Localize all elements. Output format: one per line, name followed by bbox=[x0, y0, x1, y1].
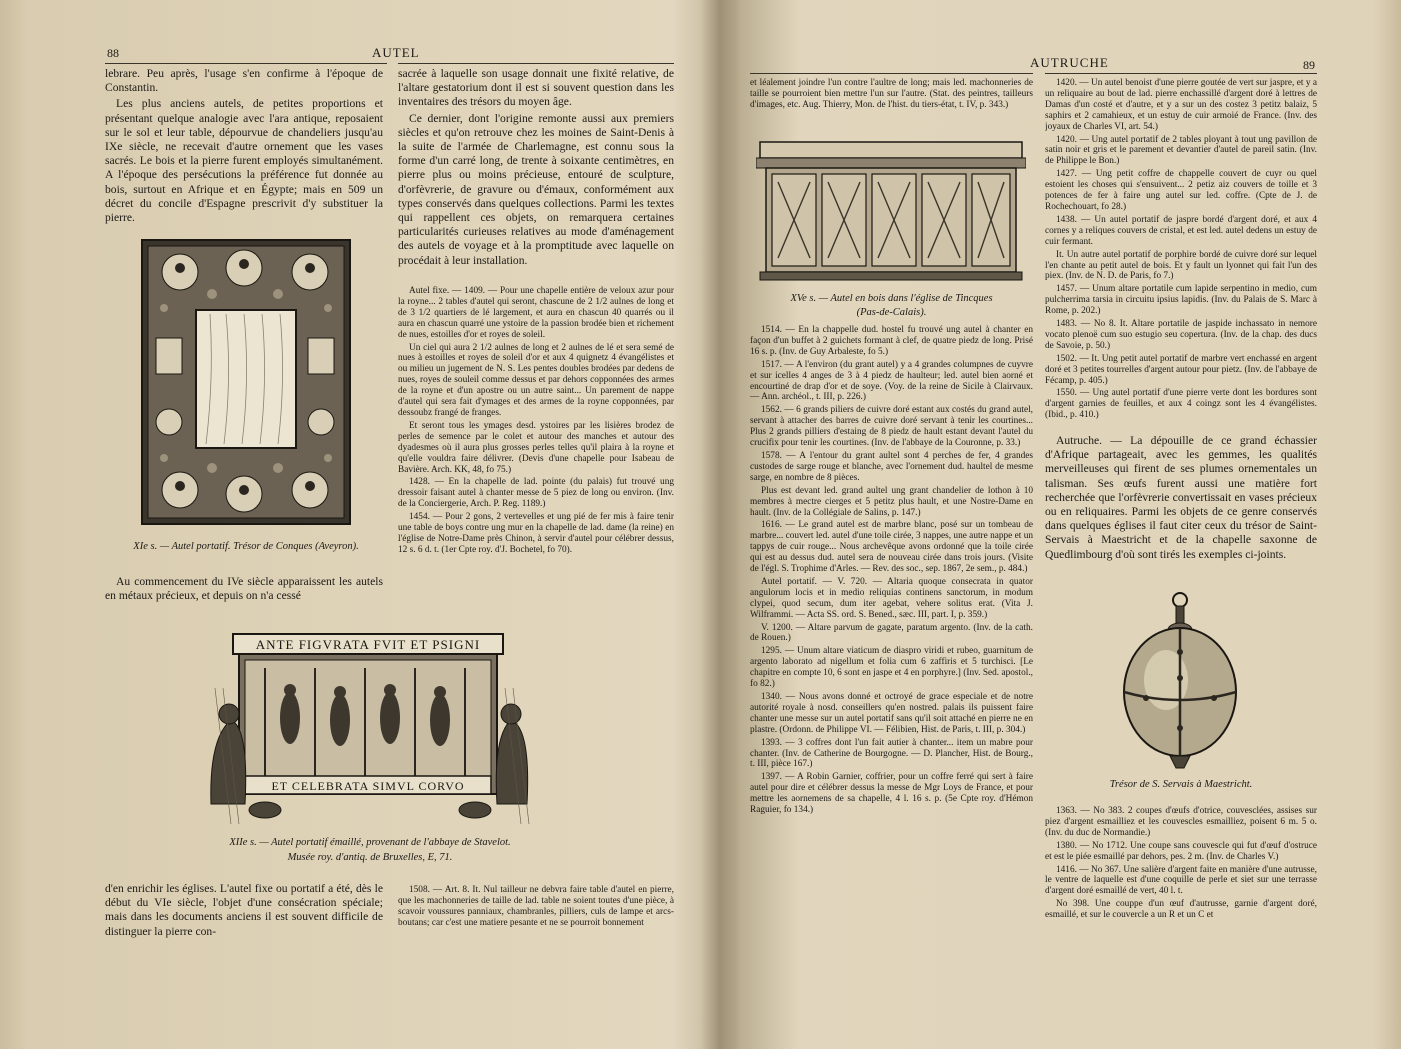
right-page bbox=[720, 0, 1401, 1049]
header-rule bbox=[1045, 73, 1317, 74]
right-col1-top bbox=[750, 78, 1033, 124]
citation: 1380. — No 1712. Une coupe sans couvescle qui fut d'œuf d'ostruce et est le piée esmaillé par dehors, pes. 2 m. (Inv. de Charles V.) bbox=[1045, 840, 1317, 862]
left-col2-citations bbox=[398, 286, 674, 608]
citation: 1420. — Un autel benoist d'une pierre goutée de vert sur jaspre, et y a un reliquaire au bout de lad. pierre enchassillé d'argent doré à lettres de Damas d'un costé et d'autre, et y a sur un des costez 3 petitz balaiz, 5 saphirs et 2 camahieux, et un estuy de cuir armoié de France. (Inv. des joyaux de Charles VI, art. 54.) bbox=[1045, 78, 1317, 132]
citation: 1578. — A l'entour du grant aultel sont 4 perches de fer, 4 grandes custodes de sarge rouge et blanche, avec l'ornement dud. haultel de mesme sarge, en nombre de 8 pièces. bbox=[750, 450, 1033, 483]
page-number: 88 bbox=[107, 46, 119, 60]
running-head: AUTRUCHE bbox=[1030, 55, 1109, 70]
right-col1-citations bbox=[750, 325, 1033, 917]
left-col1-text bbox=[105, 67, 383, 247]
citation: 1454. — Pour 2 gons, 2 vertevelles et ung pié de fer mis à faire tenir une table de boys contre ung mur en la chapelle de lad. dame (la reine) en l'église de Notre-Dame près Chinon, à servir d'autel pour célébrer dessus, 12 s. 6 d. t. (1er Cpte roy. d'J. Bochetel, fo 70). bbox=[398, 512, 674, 555]
citation: 1457. — Unum altare portatile cum lapide serpentino in medio, cum pulcherrima tarsia in circuitu ipsius lapidis. (Inv. du Palais de S. Marc à Rome, p. 202.) bbox=[1045, 284, 1317, 317]
right-col2-bottom-citations bbox=[1045, 806, 1317, 956]
citation: 1508. — Art. 8. It. Nul tailleur ne debvra faire table d'autel en pierre, que les machonneries de taille de lad. table ne soient toutes d'une pièce, à scavoir voussures panniaux, chambranles, pilliers, culs de lampe et arcs-boutans; car c'est une matiere pesante et ne se pourroit bonnement bbox=[398, 885, 674, 928]
left-col2-text bbox=[398, 67, 674, 285]
figure-caption: Musée roy. d'antiq. de Bruxelles, E, 71. bbox=[287, 852, 453, 863]
tincques-altar-engraving bbox=[756, 138, 1026, 284]
figure-caption: XIIe s. — Autel portatif émaillé, provenant de l'abbaye de Stavelot. bbox=[229, 837, 511, 848]
header-rule bbox=[750, 73, 1033, 74]
citation: 1562. — 6 grands piliers de cuivre doré estant aux costés du grand autel, servant à attacher des barres de cuivre doré servant à tenir les courtines... Plus 2 grands pilliers d'estaing de 8 piedz de hault estant devant l'autel du crucifix pour tenir les courtines. (Inv. de l'abbaye de la Couronne, p. 33.) bbox=[750, 405, 1033, 449]
paragraph: d'en enrichir les églises. L'autel fixe ou portatif a été, dès le début du VIe siècle, l'objet d'une consécration spéciale; mais dans les documents anciens il est souvent difficile de distinguer la pierre con- bbox=[105, 882, 383, 938]
running-head: AUTEL bbox=[372, 45, 420, 60]
left-col2-foot bbox=[398, 885, 674, 940]
citation: 1517. — A l'environ (du grant autel) y a 4 grandes columpnes de cuyvre et sur icelles 4 anges de 3 à 4 piedz de haulteur; led. autel bien aorné et encourtiné de drap d'or et de soye. (Voy. de la reine de Sicile à Clairvaux. — Ann. archéol., t. III, p. 226.) bbox=[750, 359, 1033, 403]
citation: 1363. — No 383. 2 coupes d'œufs d'otrice, couvesclées, assises sur piez d'argent esmailliez et les couvescles esmailliez, poisent 6 m. 5 o. (Inv. du duc de Normandie.) bbox=[1045, 806, 1317, 838]
citation: 1416. — No 367. Une salière d'argent faite en manière d'une autrusse, le ventre de laquelle est d'une coquille de perle et siet sur une terrasse d'argent doré esmaillé de vert, 40 l. t. bbox=[1045, 864, 1317, 897]
paragraph: lebrare. Peu après, l'usage s'en confirme à l'époque de Constantin. bbox=[105, 67, 383, 95]
ostrich-egg-reliquary-engraving bbox=[1110, 588, 1250, 774]
right-col2-citations bbox=[1045, 78, 1317, 432]
citation: 1483. — No 8. It. Altare portatile de jaspide inchassato in nemore vocato plenoë cum suo estugio seu copertura. (Inv. de la chap. des ducs de Savoie, p. 50.) bbox=[1045, 319, 1317, 351]
citation: V. 1200. — Altare parvum de gagate, paratum argento. (Inv. de la cath. de Rouen.) bbox=[750, 622, 1033, 644]
citation: et léalement joindre l'un contre l'aultre de long; mais led. machonneries de taille se pourroient bien mettre l'un sur l'autre. (Stat. des peintres, tailleurs d'images, etc. Aug. Thierry, Mon. de l'hist. du tiers-état, t. IV, p. 343.) bbox=[750, 78, 1033, 110]
citation: 1502. — It. Ung petit autel portatif de marbre vert enchassé en argent doré et 3 petites tourrelles d'argent autour pour pietz. (Inv. de l'abbaye de Fécamp, p. 405.) bbox=[1045, 353, 1317, 386]
header-rule bbox=[105, 63, 387, 64]
citation: Plus est devant led. grand aultel ung grant chandelier de lothon à 10 membres à mectre cierges et 5 petitz plus hault, et une Nostre-Dame en hault. (Inv. de la Collégiale de Salins, p. 147.) bbox=[750, 485, 1033, 518]
citation: 1550. — Ung autel portatif d'une pierre verte dont les bordures sont d'argent garnies de feuilles, et aux 4 coingz sont les 4 évangélistes. (Ibid., p. 410.) bbox=[1045, 388, 1317, 421]
paragraph: Autruche. — La dépouille de ce grand échassier d'Afrique partageait, avec les gemmes, les qualités merveilleuses qui firent de ses plumes ornementales un talisman. Ses œufs furent aussi une matière fort recherchée que l'orfèvrerie convertissait en vases précieux ou en reliquaires. Parmi les objets de ce genre conservés dans quelques églises il faut citer ceux du trésor de Saint-Servais à Maestricht et de la chapelle saxonne de Quedlimbourg d'où sont tirés les exemples ci-joints. bbox=[1045, 434, 1317, 561]
left-col1-foot bbox=[105, 882, 383, 940]
paragraph: Les plus anciens autels, de petites proportions et présentant quelque analogie avec l'ara antique, reposaient sur le sol et leur table, dépourvue de chandeliers jusqu'au IXe siècle, ne recevait d'autre ornement que les vases sacrés. Le bois et la pierre furent employés simultanément. A l'époque des persécutions la préférence fut donnée au bois, surtout en Afrique et en Égypte; mais en 509 un décret du concile d'Espagne prescrivit d'y substituer la pierre. bbox=[105, 97, 383, 225]
figure-caption: (Pas-de-Calais). bbox=[856, 307, 927, 318]
citation: It. Un autre autel portatif de porphire bordé de cuivre doré sur lequel l'en chante au petit autel de bois. Et y fault un lyonnet qui fait l'un des piex. (Inv. de N. D. de Paris, fo 7.) bbox=[1045, 249, 1317, 282]
citation: 1438. — Un autel portatif de jaspre bordé d'argent doré, et aux 4 cornes y a reliques couvers de cristal, et est led. autel dedens un estuy de cuir fermant. bbox=[1045, 214, 1317, 247]
citation: Autel fixe. — 1409. — Pour une chapelle entière de veloux azur pour la royne... 2 tables d'autel qui seront, chascune de 2 1/2 aulnes de long et de 3 1/2 quartiers de lé largement, et aura en chascun 40 quarrés ou il aura en chascun quarré une ystoire de la passion brodée bien et richement de nues, estoilles d'or et royes de soleil. bbox=[398, 286, 674, 340]
citation: 1428. — En la chapelle de lad. pointe (du palais) fut trouvé ung dressoir faisant autel à chanter messe de 5 piez de long ou environ. (Inv. de la Conciergerie, Arch. P. Reg. 1189.) bbox=[398, 477, 674, 510]
citation: 1420. — Ung autel portatif de 2 tables ployant à tout ung pavillon de satin noir et gris et le parement et devantier d'autel de pareil satin. (Inv. de Philippe le Bon.) bbox=[1045, 134, 1317, 167]
autruche-entry bbox=[1045, 434, 1317, 576]
conques-altar-engraving bbox=[140, 238, 352, 528]
paragraph: Ce dernier, dont l'origine remonte aussi aux premiers siècles et qu'on retrouve chez les moines de Saint-Denis à la suite de l'armée de Charlemagne, est connu sous la forme d'un carré long, de trente à soixante centimètres, en pierre plus ou moins précieuse, entouré de sculpture, d'orfèvrerie, de gravure ou d'émaux, conformément aux types conservés dans quelques collections. Parmi les textes qui rappellent ces objets, on remarquera certaines particularités curieuses relatives au mode d'aménagement des autels de voyage et à la promptitude avec laquelle on procédait à leur installation. bbox=[398, 111, 674, 267]
citation: 1514. — En la chappelle dud. hostel fu trouvé ung autel à chanter en façon d'un buffet à 2 guichets formant à clef, de quatre piedz de long. Prisé 16 s. p. (Inv. de Guy Arbaleste, fo 5.) bbox=[750, 325, 1033, 357]
citation: 1340. — Nous avons donné et octroyé de grace especiale et de notre autorité royale à nosd. conseillers qu'en nostred. palais ils puissent faire chanter une messe sur un autel portatif sans qu'il soit attaché en pierre ne en plastre. (Ordonn. de Philippe VI. — Félibien, Hist. de Paris, t. III, p. 304.) bbox=[750, 692, 1033, 735]
bottom-inscription: ET CELEBRATA SIMVL CORVO bbox=[271, 779, 465, 793]
figure-caption: XIe s. — Autel portatif. Trésor de Conques (Aveyron). bbox=[133, 541, 359, 552]
figure-caption: XVe s. — Autel en bois dans l'église de Tincques bbox=[790, 293, 993, 304]
citation: Autel portatif. — V. 720. — Altaria quoque consecrata in quator angulorum locis et in medio reliquias continens sanctorum, in modum clypei, quod secum, dum iter agebat, vehere solitus erat. (Vita J. Wilframmi. — Acta SS. ord. S. Bened., sæc. III, part. I, p. 359.) bbox=[750, 576, 1033, 620]
header-rule bbox=[398, 63, 674, 64]
citation: Et seront tous les ymages desd. ystoires par les lisières brodez de perles de semence par le colet et autour des manches et autour des dyadesmes où il aura plus grosses perles telles qu'il plaira à la royne et qu'elle vouldra faire délivrer. (Devis d'une chapelle pour Isabeau de Bavière. Arch. KK, 48, fo 75.) bbox=[398, 420, 674, 475]
citation: 1393. — 3 coffres dont l'un fait autier à chanter... item un mabre pour chanter. (Inv. de Catherine de Bourgogne. — D. Plancher, Hist. de Bourg., t. III, pièce 167.) bbox=[750, 737, 1033, 770]
citation: No 398. Une couppe d'un œuf d'autrusse, garnie d'argent doré, esmaillé, et sur le couvercle a un R et un C et bbox=[1045, 899, 1317, 921]
citation: 1295. — Unum altare viaticum de diaspro viridi et rubeo, guarnitum de argento laborato ad nigellum et folia cum 6 zaffiris et 5 turchisci. [Le chapitre en compte 10, 6 sont en jaspe et 4 en porphyre.] (Inv. Sed. apostol., fo 82.) bbox=[750, 646, 1033, 690]
paragraph: sacrée à laquelle son usage donnait une fixité relative, de l'altare gestatorium dont il est si souvent question dans les inventaires des trésors du moyen âge. bbox=[398, 67, 674, 109]
citation: 1427. — Ung petit coffre de chappelle couvert de cuyr ou quel estoient les choses qui s'ensuivent... 2 petiz aiz couvers de toille et 3 potences de fer à faire ung autel sur led. coffre. (Cpte de J. de Rochechouart, fo 28.) bbox=[1045, 169, 1317, 212]
citation: 1616. — Le grand autel est de marbre blanc, posé sur un tombeau de marbre... couvert led. autel d'une toile cirée, 3 nappes, une autre nappe et un tappys de cuir rouge... Nous archevêque avons ordonné que la toile cirée qui est au dessus dud. autel sera de nouveau cirée dans trois jours. (Visite de l'égl. S. Trophime d'Arles. — Rev. des soc., sep. 1867, 2e sem., p. 484.) bbox=[750, 520, 1033, 575]
top-inscription: ANTE FIGVRATA FVIT ET PSIGNI bbox=[255, 637, 481, 652]
left-col1-continuation bbox=[105, 575, 383, 607]
paragraph: Au commencement du IVe siècle apparaissent les autels en métaux précieux, et depuis on n'a cessé bbox=[105, 575, 383, 603]
page-number: 89 bbox=[1303, 58, 1315, 72]
citation: 1397. — A Robin Garnier, coffrier, pour un coffre ferré qui sert à faire autel pour dire et célébrer dessus la messe de Mgr Loys de France, et pour mettre les aornemens de sa chapelle, 4 l. 16 s. p. (5e Cpte roy. d'Hémon Raguier, fo 134.) bbox=[750, 772, 1033, 816]
stavelot-altar-engraving bbox=[205, 628, 535, 824]
figure-caption: Trésor de S. Servais à Maestricht. bbox=[1109, 779, 1253, 790]
citation: Un ciel qui aura 2 1/2 aulnes de long et 2 aulnes de lé et sera semé de nues à estoilles et royes de soleil d'or et aux 4 quignetz 4 évangélistes et ou milieu un jugement de N. S. Les pentes doubles brodées par dedens de nues, royes de souleil comme dessus et par dehors copponnées des armes de la royne et d'un apostre ou un autre saint... Un parement de nappe d'autel qui sera fait d'ymages et des armes de la royne copponnées, par dessoubz frangé de franges. bbox=[398, 342, 674, 418]
